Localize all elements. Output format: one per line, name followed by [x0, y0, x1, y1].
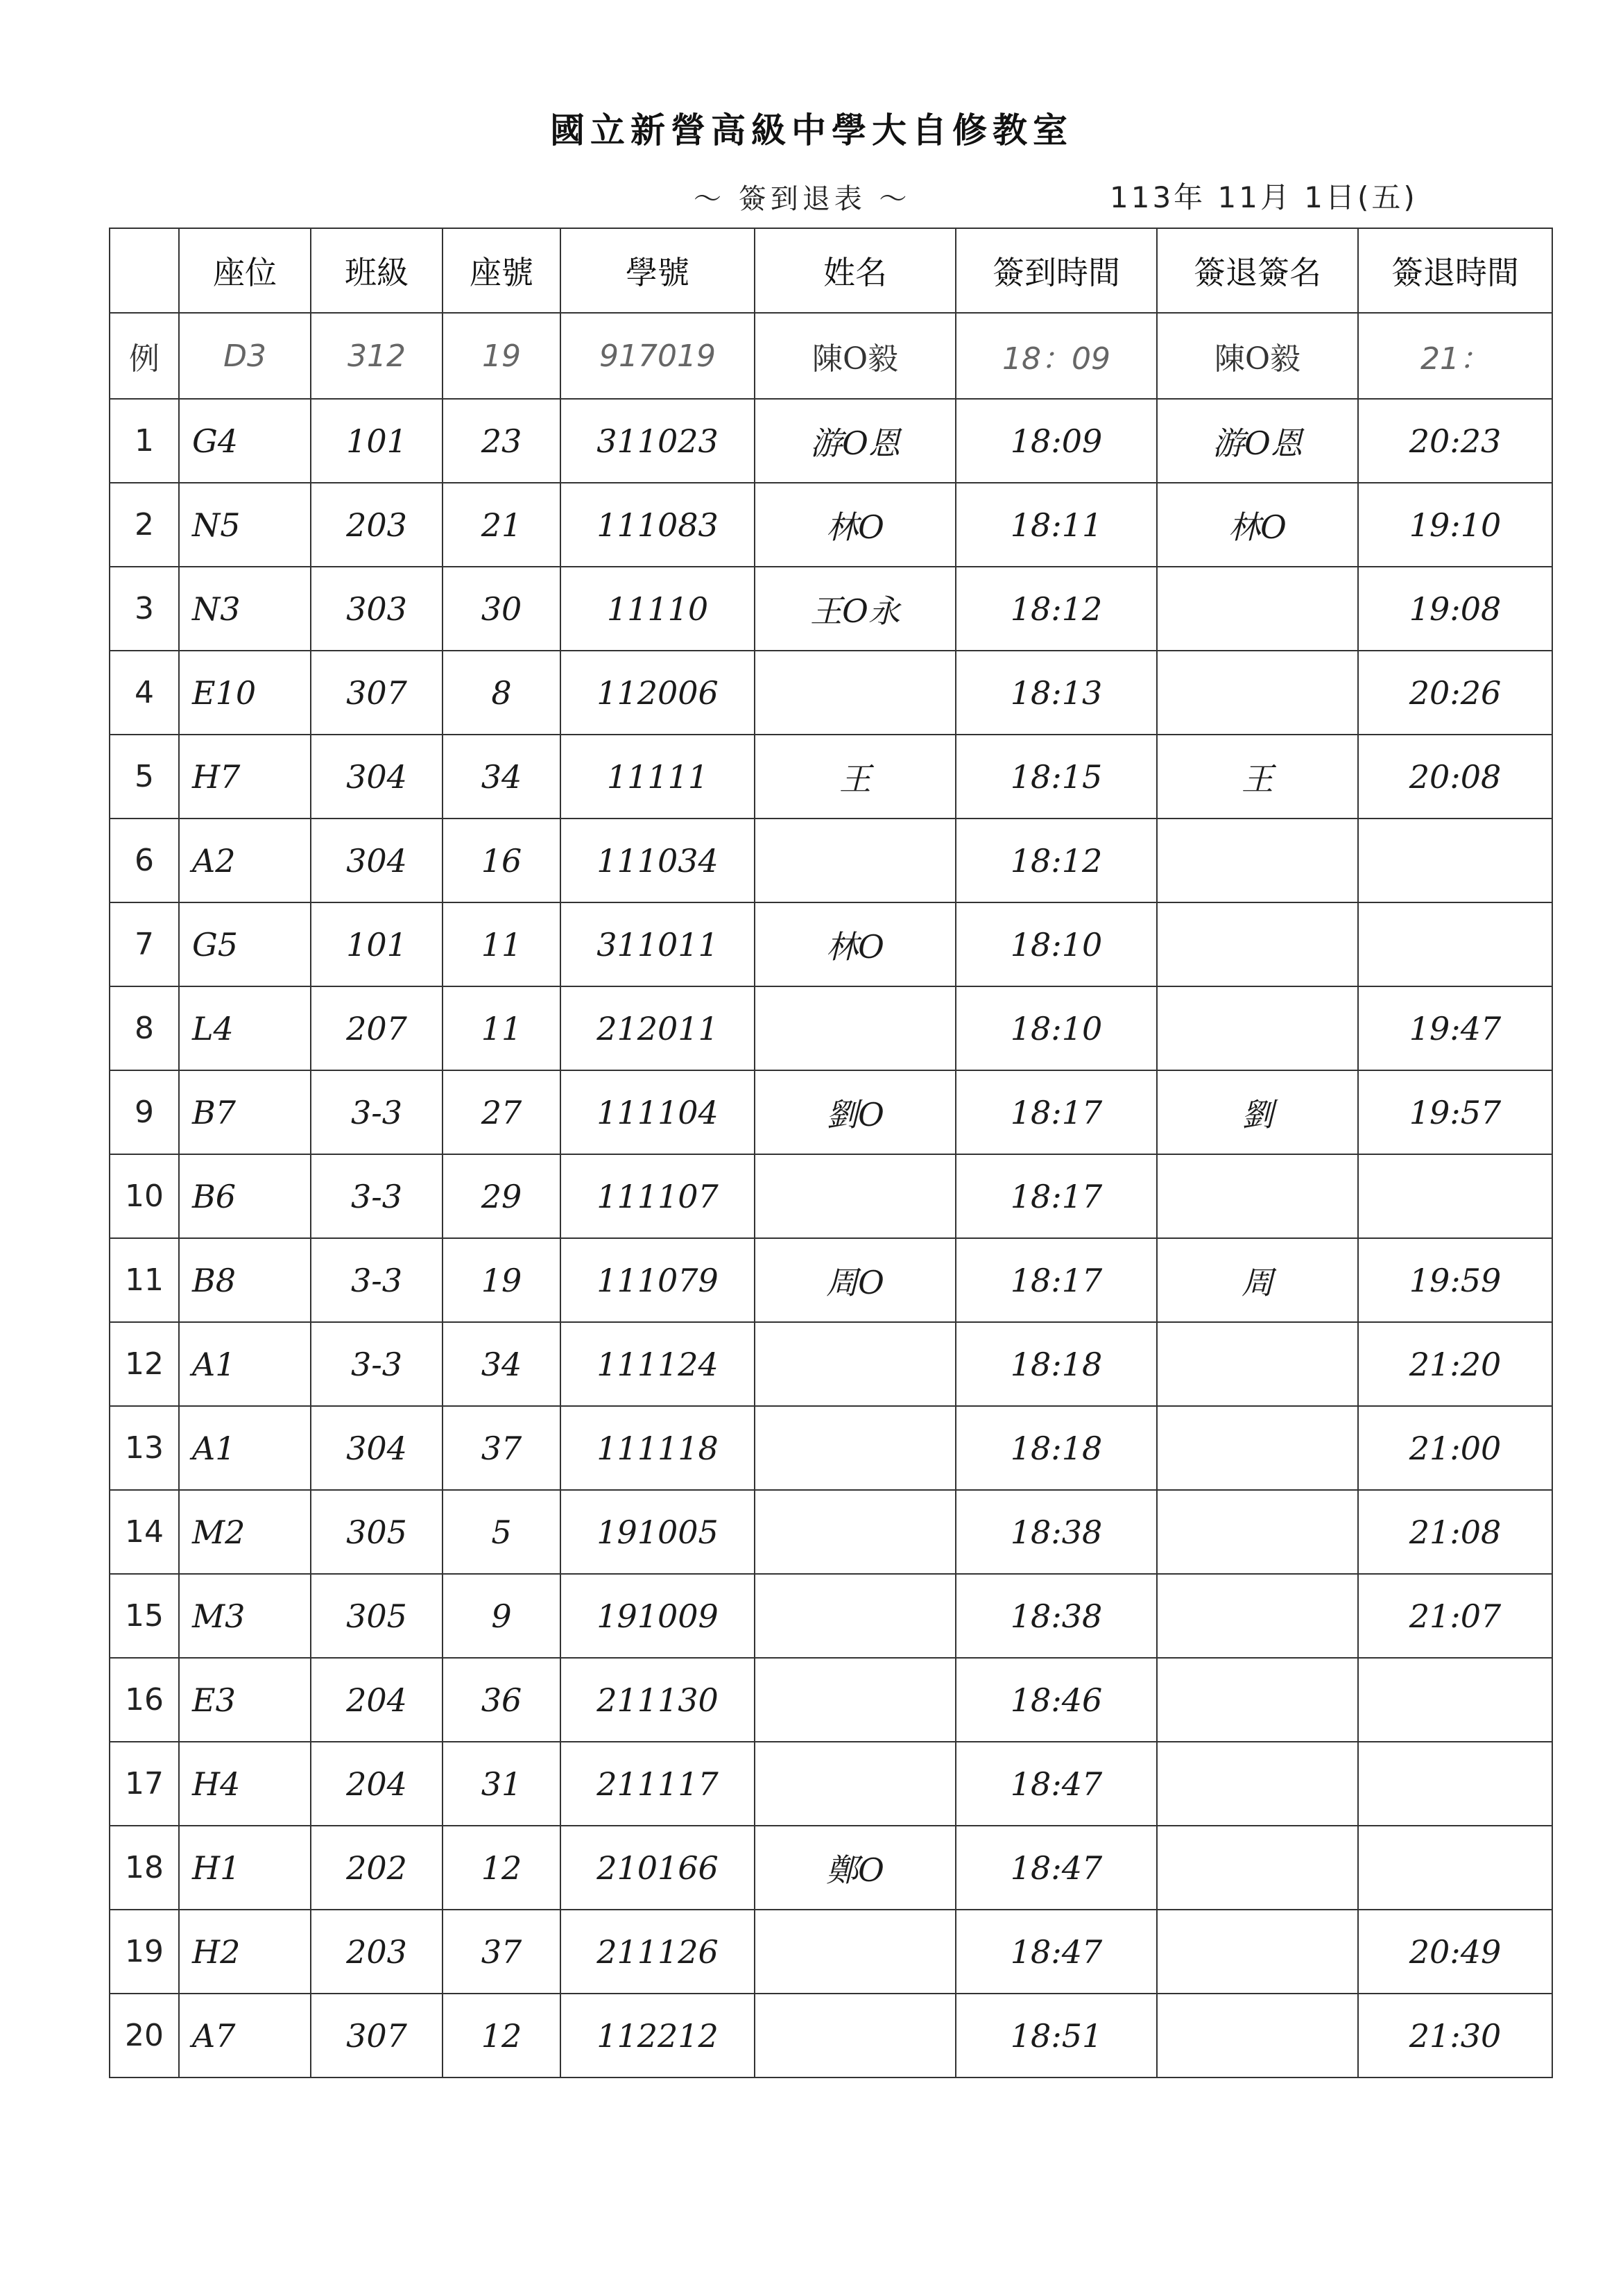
column-header — [110, 228, 179, 313]
sign-out-time-cell — [1358, 1658, 1552, 1742]
seat-number-cell: 34 — [443, 1322, 560, 1406]
class-cell: 207 — [311, 986, 443, 1070]
table-row — [110, 1238, 1552, 1322]
table-row — [110, 986, 1552, 1070]
student-id-cell: 211117 — [560, 1742, 755, 1826]
sign-in-time-cell: 18:17 — [956, 1154, 1157, 1238]
seat-cell: A7 — [179, 1994, 311, 2077]
sign-out-time-cell — [1358, 1154, 1552, 1238]
student-id-cell: 211126 — [560, 1910, 755, 1994]
name-cell: 王 — [755, 735, 956, 819]
student-id-cell: 112212 — [560, 1994, 755, 2077]
example-row — [110, 313, 1552, 399]
seat-cell: H2 — [179, 1910, 311, 1994]
seat-number-cell: 37 — [443, 1910, 560, 1994]
table-row — [110, 819, 1552, 902]
row-index: 1 — [110, 399, 179, 483]
row-index: 例 — [110, 313, 179, 399]
row-index: 6 — [110, 819, 179, 902]
row-index: 13 — [110, 1406, 179, 1490]
seat-cell: H7 — [179, 735, 311, 819]
sign-out-time-cell: 20:08 — [1358, 735, 1552, 819]
signature-cell — [1157, 1406, 1358, 1490]
sign-out-time-cell: 19:59 — [1358, 1238, 1552, 1322]
table-row — [110, 1406, 1552, 1490]
table-row — [110, 1826, 1552, 1910]
class-cell: 204 — [311, 1658, 443, 1742]
table-row — [110, 1490, 1552, 1574]
signature-cell: 劉 — [1157, 1070, 1358, 1154]
seat-cell: B7 — [179, 1070, 311, 1154]
student-id-cell: 111124 — [560, 1322, 755, 1406]
student-id-cell: 191005 — [560, 1490, 755, 1574]
seat-number-cell: 31 — [443, 1742, 560, 1826]
student-id-cell: 917019 — [560, 313, 755, 399]
class-cell: 3-3 — [311, 1154, 443, 1238]
seat-cell: A2 — [179, 819, 311, 902]
seat-number-cell: 11 — [443, 986, 560, 1070]
column-header-sign-in-time: 簽到時間 — [956, 228, 1157, 313]
seat-number-cell: 19 — [443, 313, 560, 399]
seat-number-cell: 9 — [443, 1574, 560, 1658]
row-index: 16 — [110, 1658, 179, 1742]
table-row — [110, 1070, 1552, 1154]
row-index: 10 — [110, 1154, 179, 1238]
seat-cell: B8 — [179, 1238, 311, 1322]
student-id-cell: 211130 — [560, 1658, 755, 1742]
sheet-title: 國立新營高級中學大自修教室 — [550, 110, 1073, 151]
class-cell: 305 — [311, 1490, 443, 1574]
name-cell — [755, 1994, 956, 2077]
seat-number-cell: 29 — [443, 1154, 560, 1238]
sign-out-time-cell: 20:49 — [1358, 1910, 1552, 1994]
sign-in-time-cell: 18:10 — [956, 902, 1157, 986]
sign-in-time-cell: 18:17 — [956, 1238, 1157, 1322]
sign-out-time-cell: 19:08 — [1358, 567, 1552, 651]
seat-cell: L4 — [179, 986, 311, 1070]
name-cell — [755, 1574, 956, 1658]
seat-cell: H1 — [179, 1826, 311, 1910]
class-cell: 101 — [311, 399, 443, 483]
sign-out-time-cell: 20:23 — [1358, 399, 1552, 483]
name-cell — [755, 1406, 956, 1490]
sign-out-time-cell: 21:20 — [1358, 1322, 1552, 1406]
student-id-cell: 111104 — [560, 1070, 755, 1154]
signature-cell: 林O — [1157, 483, 1358, 567]
header-row — [110, 228, 1552, 313]
signature-cell: 游O恩 — [1157, 399, 1358, 483]
row-index: 17 — [110, 1742, 179, 1826]
row-index: 2 — [110, 483, 179, 567]
sign-out-time-cell: 19:10 — [1358, 483, 1552, 567]
seat-number-cell: 36 — [443, 1658, 560, 1742]
signature-cell — [1157, 1154, 1358, 1238]
class-cell: 204 — [311, 1742, 443, 1826]
student-id-cell: 11111 — [560, 735, 755, 819]
seat-number-cell: 23 — [443, 399, 560, 483]
seat-cell: A1 — [179, 1406, 311, 1490]
class-cell: 203 — [311, 1910, 443, 1994]
row-index: 19 — [110, 1910, 179, 1994]
name-cell — [755, 1910, 956, 1994]
row-index: 5 — [110, 735, 179, 819]
seat-cell: E10 — [179, 651, 311, 735]
table-row — [110, 1154, 1552, 1238]
student-id-cell: 311011 — [560, 902, 755, 986]
row-index: 4 — [110, 651, 179, 735]
class-cell: 3-3 — [311, 1322, 443, 1406]
name-cell: 王O永 — [755, 567, 956, 651]
class-cell: 307 — [311, 1994, 443, 2077]
class-cell: 307 — [311, 651, 443, 735]
sign-in-time-cell: 18:15 — [956, 735, 1157, 819]
row-index: 7 — [110, 902, 179, 986]
class-cell: 101 — [311, 902, 443, 986]
sign-in-time-cell: 18:17 — [956, 1070, 1157, 1154]
student-id-cell: 210166 — [560, 1826, 755, 1910]
sign-out-time-cell: 21:30 — [1358, 1994, 1552, 2077]
sign-in-time-cell: 18:46 — [956, 1658, 1157, 1742]
seat-number-cell: 11 — [443, 902, 560, 986]
sign-in-time-cell: 18:38 — [956, 1490, 1157, 1574]
sign-in-time-cell: 18:12 — [956, 819, 1157, 902]
seat-number-cell: 21 — [443, 483, 560, 567]
signature-cell: 周 — [1157, 1238, 1358, 1322]
table-row — [110, 1658, 1552, 1742]
class-cell: 304 — [311, 735, 443, 819]
name-cell — [755, 651, 956, 735]
name-cell: 林O — [755, 902, 956, 986]
student-id-cell: 111079 — [560, 1238, 755, 1322]
sign-in-time-cell: 18:51 — [956, 1994, 1157, 2077]
row-index: 12 — [110, 1322, 179, 1406]
seat-number-cell: 27 — [443, 1070, 560, 1154]
column-header-student-id: 學號 — [560, 228, 755, 313]
signature-cell — [1157, 1490, 1358, 1574]
student-id-cell: 212011 — [560, 986, 755, 1070]
name-cell — [755, 986, 956, 1070]
seat-cell: M3 — [179, 1574, 311, 1658]
student-id-cell: 111107 — [560, 1154, 755, 1238]
class-cell: 203 — [311, 483, 443, 567]
name-cell — [755, 1490, 956, 1574]
sign-in-time-cell: 18:09 — [956, 399, 1157, 483]
signature-cell — [1157, 651, 1358, 735]
name-cell: 游O恩 — [755, 399, 956, 483]
signature-cell — [1157, 1574, 1358, 1658]
student-id-cell: 111034 — [560, 819, 755, 902]
signature-cell — [1157, 1826, 1358, 1910]
column-header-sign-out-signature: 簽退簽名 — [1157, 228, 1358, 313]
sign-out-time-cell: 21:08 — [1358, 1490, 1552, 1574]
row-index: 20 — [110, 1994, 179, 2077]
row-index: 18 — [110, 1826, 179, 1910]
sign-out-time-cell: 21:00 — [1358, 1406, 1552, 1490]
seat-cell: H4 — [179, 1742, 311, 1826]
sign-out-time-cell: 21:07 — [1358, 1574, 1552, 1658]
table-row — [110, 735, 1552, 819]
table-row — [110, 1322, 1552, 1406]
seat-cell: E3 — [179, 1658, 311, 1742]
seat-cell: N5 — [179, 483, 311, 567]
seat-number-cell: 12 — [443, 1994, 560, 2077]
row-index: 9 — [110, 1070, 179, 1154]
signature-cell — [1157, 902, 1358, 986]
sign-in-time-cell: 18:47 — [956, 1826, 1157, 1910]
sign-in-time-cell: 18:11 — [956, 483, 1157, 567]
signature-cell — [1157, 1742, 1358, 1826]
class-cell: 304 — [311, 1406, 443, 1490]
name-cell: 周O — [755, 1238, 956, 1322]
sign-in-time-cell: 18:18 — [956, 1322, 1157, 1406]
column-header-seat: 座位 — [179, 228, 311, 313]
seat-cell: A1 — [179, 1322, 311, 1406]
seat-number-cell: 19 — [443, 1238, 560, 1322]
column-header-seat-number: 座號 — [443, 228, 560, 313]
seat-number-cell: 8 — [443, 651, 560, 735]
sign-out-time-cell: 19:57 — [1358, 1070, 1552, 1154]
class-cell: 3-3 — [311, 1238, 443, 1322]
table-row — [110, 902, 1552, 986]
sign-in-time-cell: 18:10 — [956, 986, 1157, 1070]
seat-number-cell: 16 — [443, 819, 560, 902]
row-index: 8 — [110, 986, 179, 1070]
class-cell: 3-3 — [311, 1070, 443, 1154]
sign-out-time-cell: 19:47 — [1358, 986, 1552, 1070]
sign-in-time-cell: 18:47 — [956, 1910, 1157, 1994]
sign-out-time-cell — [1358, 902, 1552, 986]
row-index: 11 — [110, 1238, 179, 1322]
sign-in-time-cell: 18:18 — [956, 1406, 1157, 1490]
class-cell: 303 — [311, 567, 443, 651]
row-index: 14 — [110, 1490, 179, 1574]
sign-out-time-cell — [1358, 1826, 1552, 1910]
column-header-class: 班級 — [311, 228, 443, 313]
name-cell: 劉O — [755, 1070, 956, 1154]
sheet-subtitle: ～ 簽到退表 ～ — [694, 183, 911, 215]
name-cell — [755, 1154, 956, 1238]
sign-in-time-cell: 18:13 — [956, 651, 1157, 735]
seat-number-cell: 30 — [443, 567, 560, 651]
seat-number-cell: 12 — [443, 1826, 560, 1910]
table-row — [110, 399, 1552, 483]
student-id-cell: 11110 — [560, 567, 755, 651]
seat-cell: M2 — [179, 1490, 311, 1574]
seat-cell: D3 — [179, 313, 311, 399]
class-cell: 305 — [311, 1574, 443, 1658]
seat-cell: B6 — [179, 1154, 311, 1238]
signature-cell — [1157, 1994, 1358, 2077]
row-index: 3 — [110, 567, 179, 651]
student-id-cell: 191009 — [560, 1574, 755, 1658]
seat-cell: G5 — [179, 902, 311, 986]
class-cell: 304 — [311, 819, 443, 902]
class-cell: 312 — [311, 313, 443, 399]
table-row — [110, 1574, 1552, 1658]
table-row — [110, 1910, 1552, 1994]
signature-cell: 陳O毅 — [1157, 313, 1358, 399]
name-cell: 陳O毅 — [755, 313, 956, 399]
seat-number-cell: 5 — [443, 1490, 560, 1574]
sign-in-time-cell: 18：09 — [956, 313, 1157, 399]
sign-in-table — [109, 228, 1553, 2078]
name-cell: 鄭O — [755, 1826, 956, 1910]
signature-cell — [1157, 819, 1358, 902]
seat-cell: N3 — [179, 567, 311, 651]
signature-cell — [1157, 986, 1358, 1070]
student-id-cell: 111083 — [560, 483, 755, 567]
class-cell: 202 — [311, 1826, 443, 1910]
table-row — [110, 1742, 1552, 1826]
name-cell — [755, 1322, 956, 1406]
table-row — [110, 1994, 1552, 2077]
signature-cell — [1157, 1658, 1358, 1742]
seat-cell: G4 — [179, 399, 311, 483]
student-id-cell: 311023 — [560, 399, 755, 483]
sign-in-time-cell: 18:38 — [956, 1574, 1157, 1658]
signature-cell: 王 — [1157, 735, 1358, 819]
column-header-sign-out-time: 簽退時間 — [1358, 228, 1552, 313]
sign-out-time-cell — [1358, 819, 1552, 902]
student-id-cell: 111118 — [560, 1406, 755, 1490]
student-id-cell: 112006 — [560, 651, 755, 735]
table-row — [110, 567, 1552, 651]
row-index: 15 — [110, 1574, 179, 1658]
name-cell — [755, 1742, 956, 1826]
table-row — [110, 651, 1552, 735]
column-header-name: 姓名 — [755, 228, 956, 313]
name-cell — [755, 819, 956, 902]
sign-out-time-cell: 20:26 — [1358, 651, 1552, 735]
sign-in-time-cell: 18:47 — [956, 1742, 1157, 1826]
sign-out-time-cell — [1358, 1742, 1552, 1826]
signature-cell — [1157, 1322, 1358, 1406]
signature-cell — [1157, 1910, 1358, 1994]
sheet-date: 113年 11月 1日(五) — [1110, 180, 1418, 214]
seat-number-cell: 37 — [443, 1406, 560, 1490]
name-cell: 林O — [755, 483, 956, 567]
sign-out-time-cell: 21： — [1358, 313, 1552, 399]
sign-in-time-cell: 18:12 — [956, 567, 1157, 651]
table-row — [110, 483, 1552, 567]
seat-number-cell: 34 — [443, 735, 560, 819]
name-cell — [755, 1658, 956, 1742]
signature-cell — [1157, 567, 1358, 651]
